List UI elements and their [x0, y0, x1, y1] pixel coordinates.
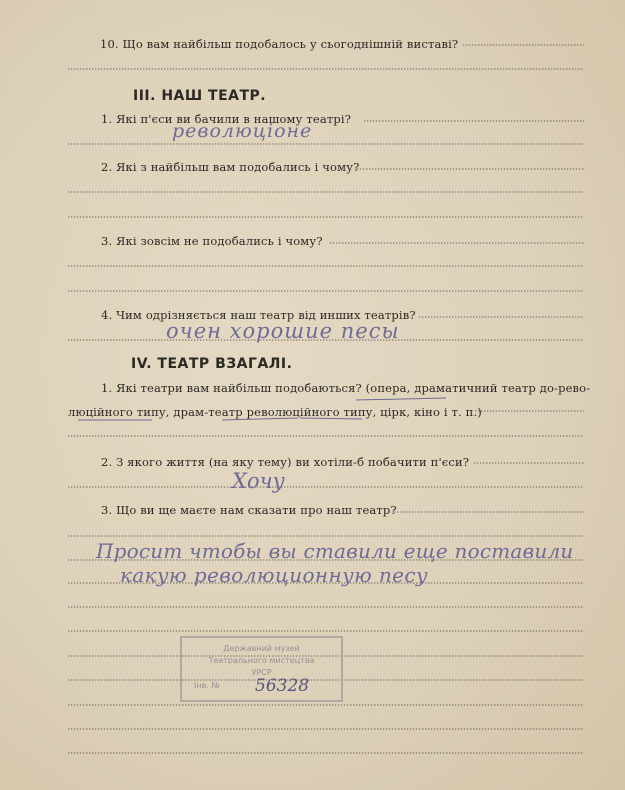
- s4-question-1-line-1: 1. Які театри вам найбільш подобаються? (опера, драматичний театр до-рево-: [101, 381, 591, 395]
- s4-question-2: 2. З якого життя (на яку тему) ви хотіли-б побачити п'єси?: [101, 455, 470, 469]
- answer-s3-q1: революціоне: [172, 120, 313, 142]
- stamp-line-4: Інв. №: [194, 681, 220, 690]
- s3-question-3: 3. Які зовсім не подобались і чому?: [101, 234, 323, 248]
- answer-s4-q3-line-2: какую революционную песу: [120, 563, 428, 587]
- s3-question-2: 2. Які з найбільш вам подобались і чому?: [101, 160, 360, 174]
- inventory-number: 56328: [255, 676, 310, 696]
- stamp-line-1: Державний музей: [223, 644, 300, 653]
- section-4-heading: IV. ТЕАТР ВЗАГАЛІ.: [131, 356, 293, 372]
- s4-question-1-line-2: люційного типу, драм-театр революційного типу, цірк, кіно і т. п.): [68, 405, 482, 419]
- answer-s4-q3-line-1: Просит чтобы вы ставили еще поставили: [96, 539, 574, 563]
- stamp-line-3: УРСР: [251, 668, 272, 677]
- question-10: 10. Що вам найбільш подобалось у сьогоднішній виставі?: [100, 37, 459, 51]
- answer-s4-q2: Хочу: [232, 469, 285, 493]
- answer-s3-q4: очен хорошие песы: [166, 319, 400, 343]
- s3-question-1: 1. Які п'єси ви бачили в нашому театрі?: [101, 112, 352, 126]
- stamp-line-2: Театрального мистецтва: [208, 656, 315, 665]
- s3-question-4: 4. Чим одрізняється наш театр від инших театрів?: [101, 308, 416, 322]
- s4-question-3: 3. Що ви ще маєте нам сказати про наш театр?: [101, 503, 397, 517]
- pencil-underline: [356, 398, 446, 400]
- section-3-heading: III. НАШ ТЕАТР.: [133, 88, 267, 104]
